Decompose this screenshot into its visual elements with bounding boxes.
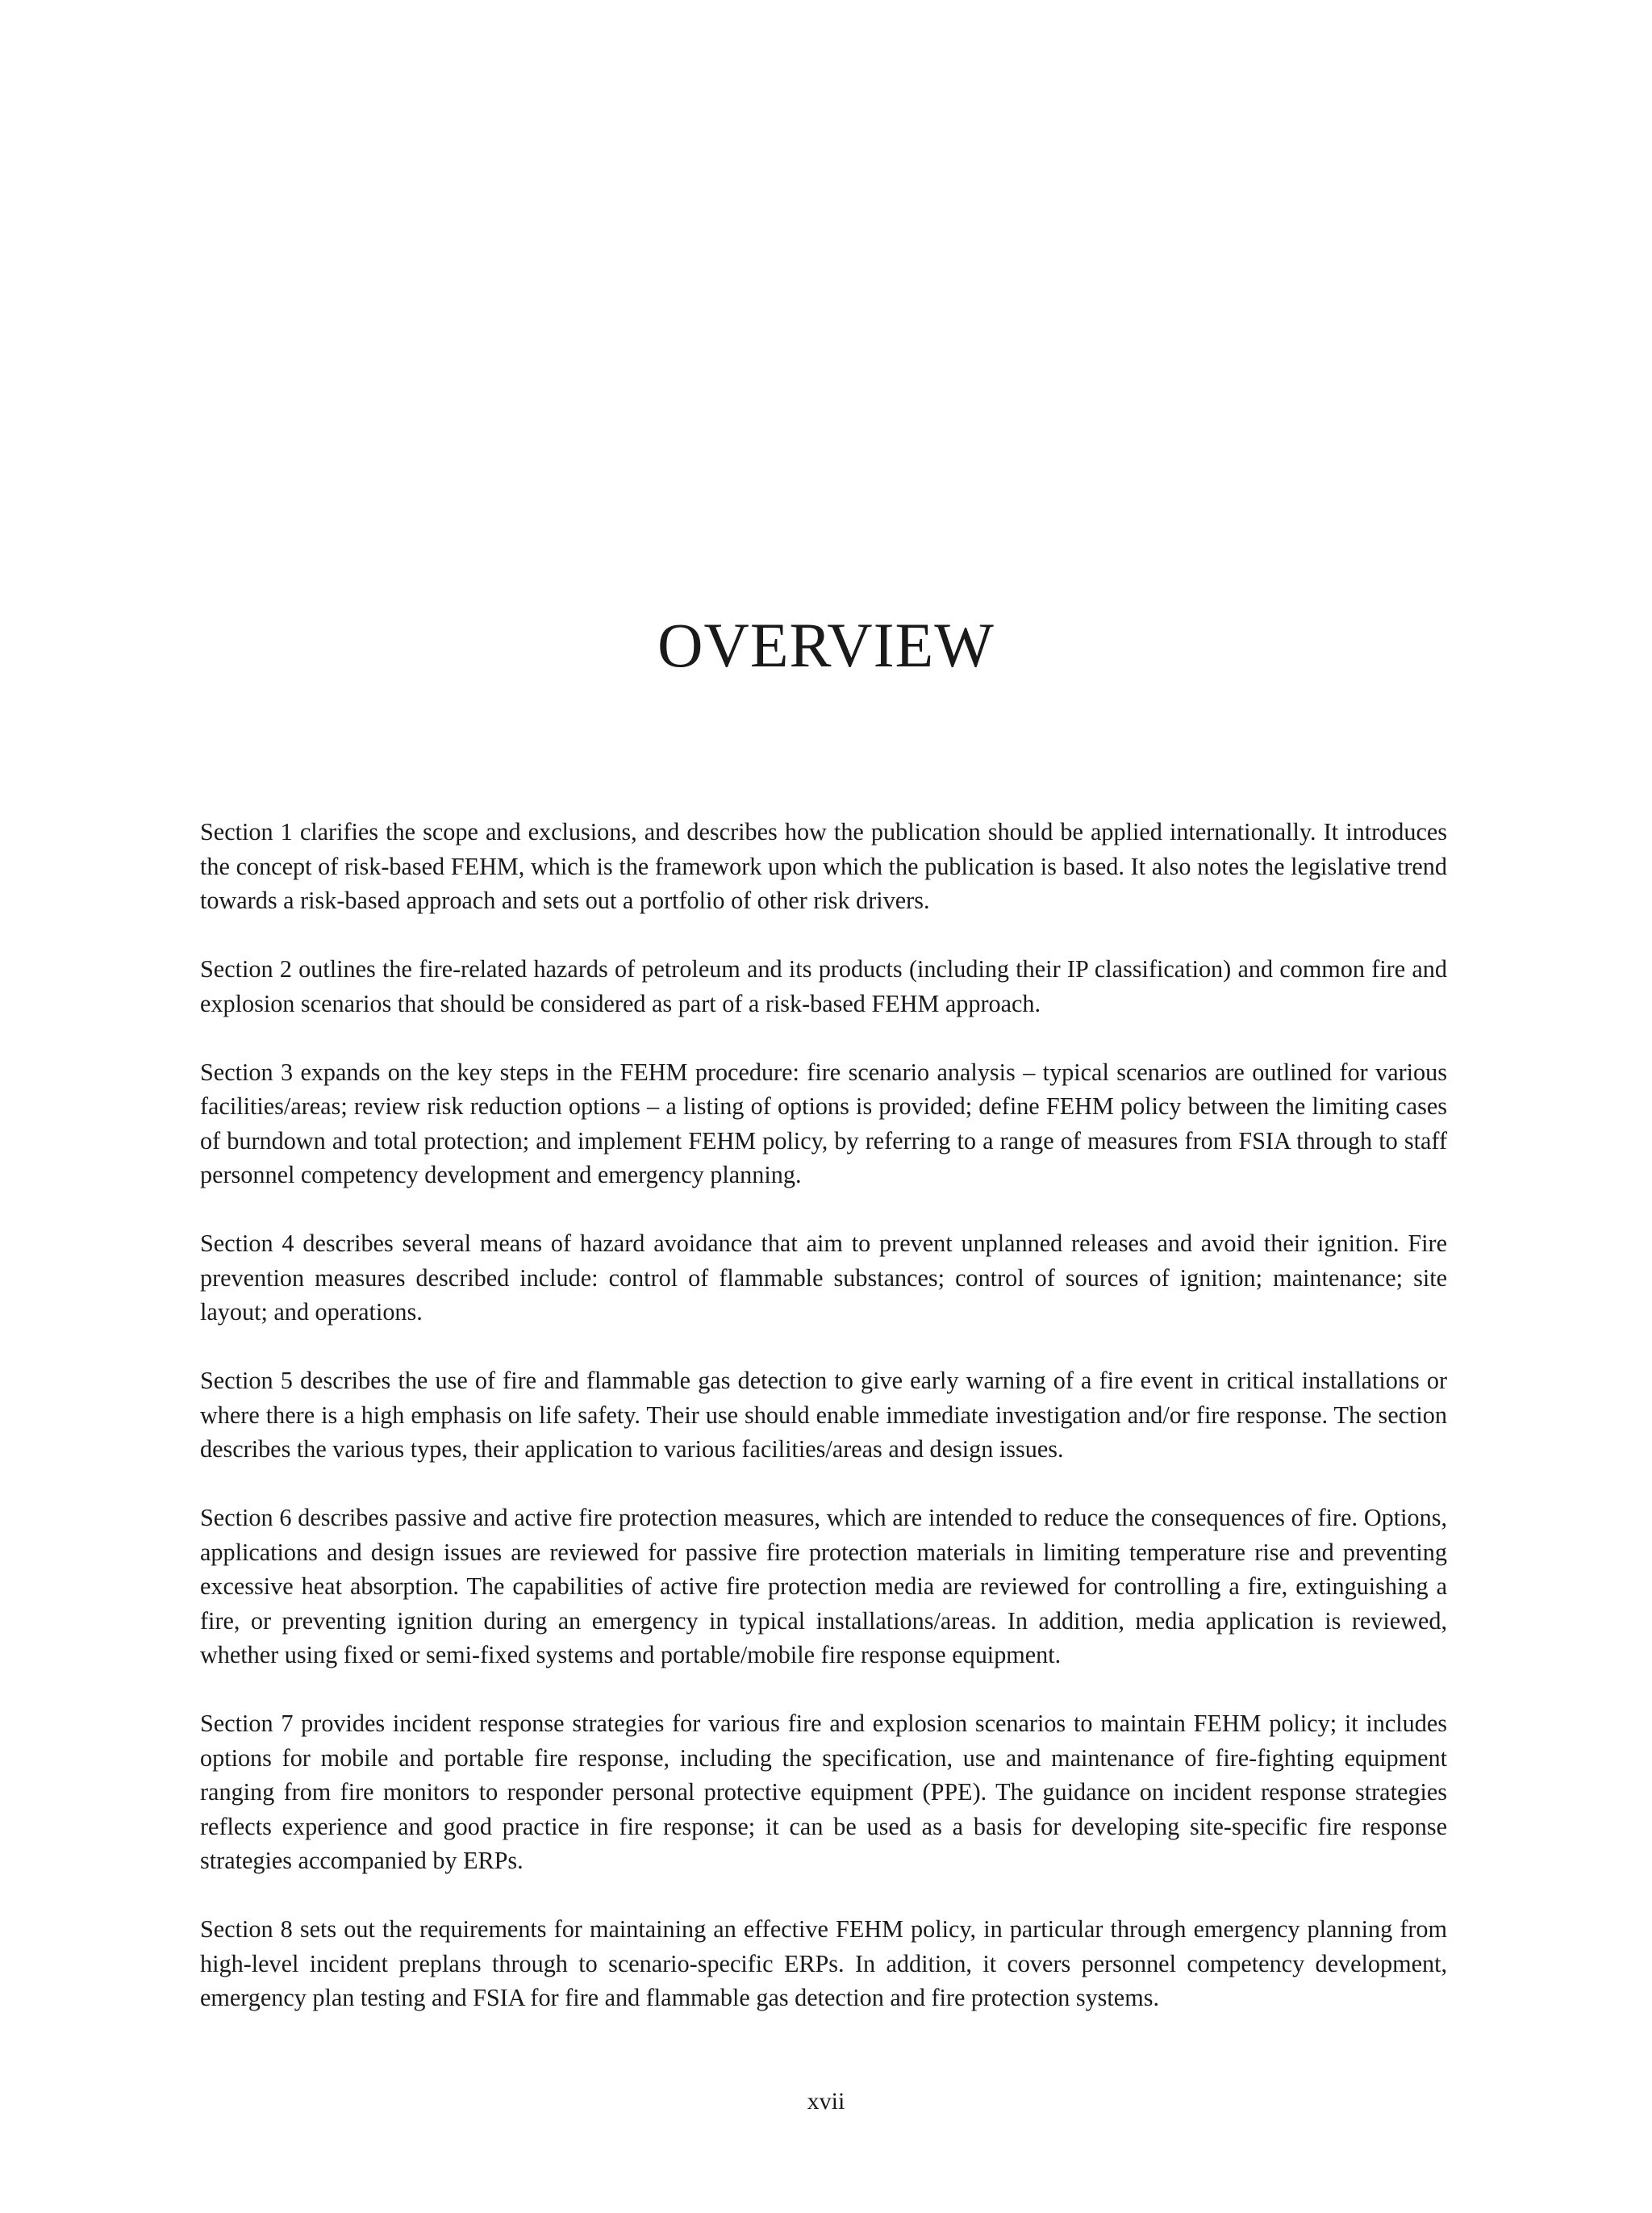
section-8-paragraph: Section 8 sets out the requirements for maintaining an effective FEHM policy, in particular through emergency planning from high-level incident preplans through to scenario-specific ERPs. In addition, it covers personnel competency development, emergency plan testing and FSIA for fire and flammable gas detection and fire protection systems. (200, 1915, 1447, 2011)
overview-body (200, 815, 1447, 2049)
section-5-paragraph: Section 5 describes the use of fire and flammable gas detection to give early warning of a fire event in critical installations or where there is a high emphasis on life safety. Their use should enable immediate investigation and/or fire response. The section describes the various types, their application to various facilities/areas and design issues. (200, 1367, 1447, 1463)
section-2-paragraph: Section 2 outlines the fire-related hazards of petroleum and its products (including their IP classification) and common fire and explosion scenarios that should be considered as part of a risk-based FEHM approach. (200, 955, 1447, 1017)
section-7-paragraph: Section 7 provides incident response strategies for various fire and explosion scenarios to maintain FEHM policy; it includes options for mobile and portable fire response, including the specification, use and maintenance of fire-fighting equipment ranging from fire monitors to responder personal protective equipment (PPE). The guidance on incident response strategies reflects experience and good practice in fire response; it can be used as a basis for developing site-specific fire response strategies accompanied by ERPs. (200, 1710, 1447, 1874)
section-1-paragraph: Section 1 clarifies the scope and exclusions, and describes how the publication should be applied internationally. It introduces the concept of risk-based FEHM, which is the framework upon which the publication is based. It also notes the legislative trend towards a risk-based approach and sets out a portfolio of other risk drivers. (200, 818, 1447, 914)
section-4-paragraph: Section 4 describes several means of hazard avoidance that aim to prevent unplanned releases and avoid their ignition. Fire prevention measures described include: control of flammable substances; control of sources of ignition; maintenance; site layout; and operations. (200, 1230, 1447, 1326)
page-title: OVERVIEW (657, 610, 995, 680)
page-number: xvii (807, 2088, 845, 2115)
section-6-paragraph: Section 6 describes passive and active fire protection measures, which are intended to reduce the consequences of fire. Options, applications and design issues are reviewed for passive fire protection materials in limiting temperature rise and preventing excessive heat absorption. The capabilities of active fire protection media are reviewed for controlling a fire, extinguishing a fire, or preventing ignition during an emergency in typical installations/areas. In addition, media application is reviewed, whether using fixed or semi-fixed systems and portable/mobile fire response equipment. (200, 1504, 1447, 1668)
section-3-paragraph: Section 3 expands on the key steps in the FEHM procedure: fire scenario analysis – typical scenarios are outlined for various facilities/areas; review risk reduction options – a listing of options is provided; define FEHM policy between the limiting cases of burndown and total protection; and implement FEHM policy, by referring to a range of measures from FSIA through to staff personnel competency development and emergency planning. (200, 1058, 1447, 1188)
